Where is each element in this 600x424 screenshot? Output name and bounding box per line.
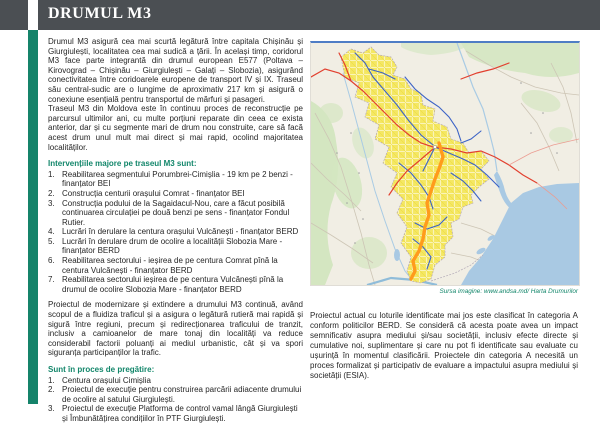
intro-paragraph: Drumul M3 asigură cea mai scurtă legătură între capitala Chișinău și Giurgiulești, localitatea cea mai sudică a țării. În același timp, coridorul M3 face parte integrantă din drumul european E577 (Poltava – Kirovograd – Chișinău – Giurgiulești – Galați – Slobozia), asigurând conectivitatea între coridoarele europene de transport IV și IX. Traseul său central-sudic are o lungime de aproximativ 217 km și asigură o conexiune esențială pentru transportul de mărfuri și pasageri. [48,37,303,104]
list-item [48,237,303,256]
list-item [48,199,303,228]
reconstruction-paragraph: Traseul M3 din Moldova este în continuu proces de reconstrucție pe parcursul ultimilor ani, cu multe porțiuni reparate din ceea ce exista anterior, dar și cu segmente mari de drum nou construite, care să facă acest drum unul mult mai direct și mai rapid, ocolind majoritatea localităților. [48,104,303,152]
item-text: Lucrări în derulare drum de ocolire a localității Slobozia Mare - finanțator BERD [62,236,283,256]
item-number: 1. [48,169,55,179]
chisinau-marker [433,145,436,148]
item-number: 5. [48,236,55,246]
item-text: Reabilitarea sectorului ieșirea de pe centura Vulcănești pînă la drumul de ocolire Slobozia Mare - finanțator BERD [62,275,284,294]
page-title: DRUMUL M3 [48,5,152,22]
map-figure [310,41,578,295]
item-number: 6. [48,256,55,266]
item-text: Construcția podului de la Sagaidacul-Nou, care a făcut posibilă continuarea circulației pe două benzi pe sens - finanțator Fondul Rutier. [62,198,290,227]
item-number: 3. [48,198,55,208]
list-item [48,189,303,199]
berd-category-paragraph: Proiectul actual cu loturile identificate mai jos este clasificat în categoria A conform politicilor BERD. Se consideră că acesta poate avea un impact semnificativ asupra mediului și/sau societății, inclusiv efecte directe și cumulative noi, suplimentare și care nu pot fi identificate sau evaluate cu ușurință în momentul clasificării. Proiectele din categoria A necesită un proces formalizat și participativ de evaluare a impactului asupra mediului și societății (ESIA). [310,311,578,380]
list-item [48,227,303,237]
list-item [48,275,303,294]
moldova-road-map [310,41,580,286]
list-item [48,170,303,189]
item-text: Reabilitarea sectorului - ieșirea de pe centura Comrat pînă la centura Vulcănești - finanțator BERD [62,256,278,275]
item-number: 2. [48,385,55,395]
left-column [48,37,303,424]
modernization-paragraph: Proiectul de modernizare și extindere a drumului M3 continuă, având scopul de a fluidiza traficul și a asigura o legătură rutieră mai rapidă și sigură între regiuni, precum și redirecționarea traficului de tranzit, inclusiv a camioanelor de mare tonaj din localități va reduce considerabil factorii poluanți ai mediul urbanistic, cât și va spori siguranța participanților la trafic. [48,300,303,358]
item-number: 7. [48,275,55,285]
list-item [48,385,303,404]
header-bar [0,0,600,30]
item-text: Centura orașului Cimișlia [62,375,151,385]
item-text: Construcția centurii orașului Comrat - finanțator BEI [62,188,245,198]
item-text: Lucrări în derulare la centura orașului Vulcănești - finanțator BERD [62,227,299,237]
interventions-heading: Intervențiile majore pe traseul M3 sunt: [48,159,197,169]
header-notch [28,0,38,30]
interventions-list [48,170,303,295]
map-caption: Sursa imagine: www.andsa.md/ Harta Drumurilor [439,288,578,295]
preparing-list [48,376,303,424]
preparing-heading: Sunt în proces de pregătire: [48,365,155,374]
item-number: 3. [48,404,55,414]
item-number: 2. [48,188,55,198]
item-text: Proiectul de execuție pentru construirea parcării adiacente drumului de ocolire al satului Giurgiulești. [62,385,302,404]
list-item [48,404,303,423]
list-item [48,376,303,386]
accent-bar [28,30,38,404]
item-text: Proiectul de execuție Platforma de control vamal lângă Giurgiulești și Îmbunătățirea condițiilor în PTF Giurgiulești. [62,404,298,423]
item-number: 1. [48,375,55,385]
list-item [48,256,303,275]
item-text: Reabilitarea segmentului Porumbrei-Cimișlia - 19 km pe 2 benzi - finanțator BEI [62,169,293,189]
item-number: 4. [48,227,55,237]
